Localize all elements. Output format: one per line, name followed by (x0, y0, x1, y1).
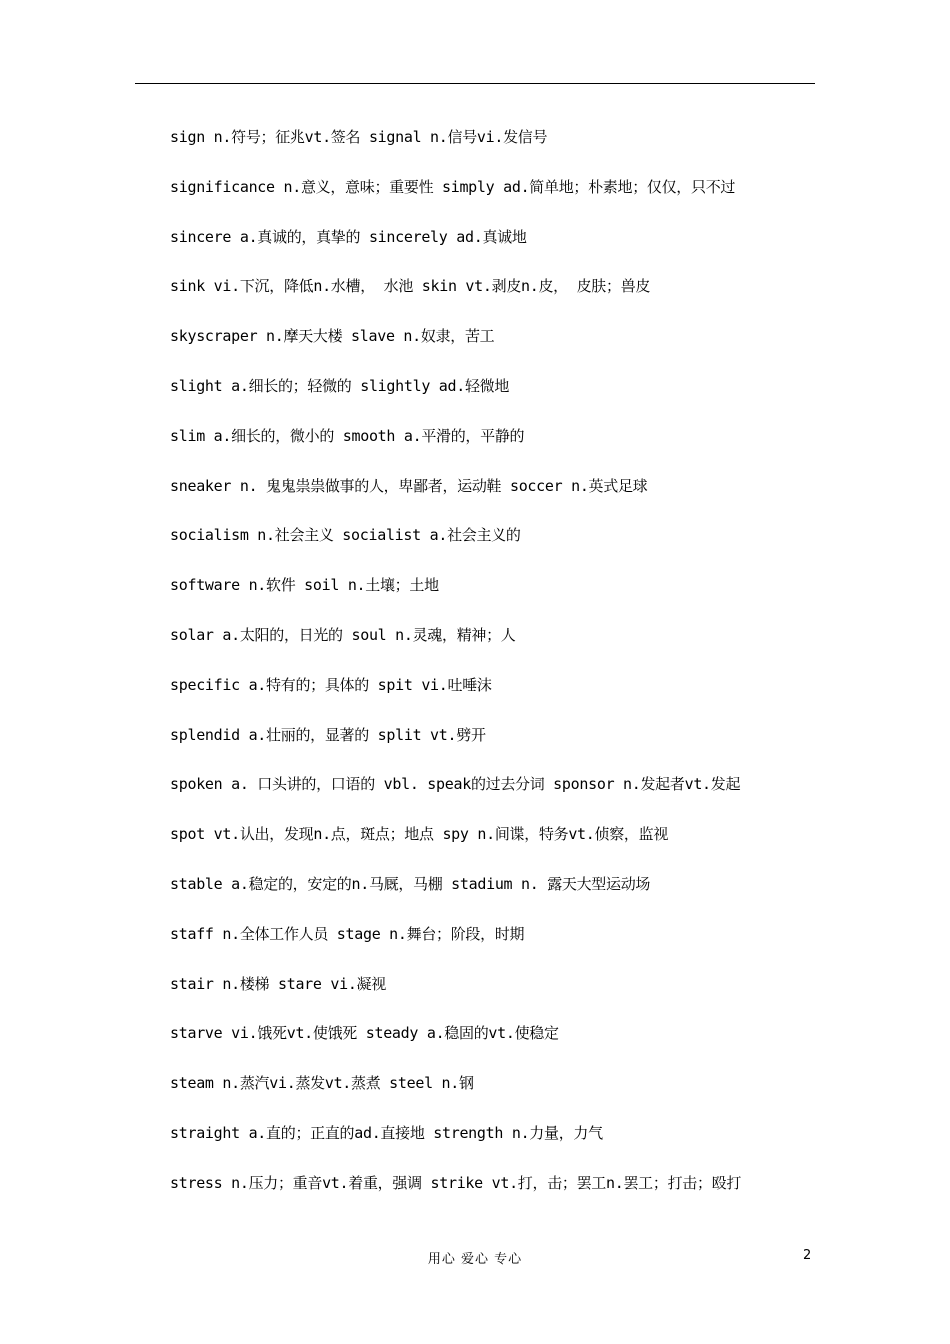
list-item: significance n.意义，意味；重要性 simply ad.简单地；朴素地；仅仅，只不过 (170, 177, 736, 196)
list-item: stable a.稳定的，安定的n.马厩，马棚 stadium n. 露天大型运动场 (170, 874, 651, 893)
list-item: sneaker n. 鬼鬼祟祟做事的人，卑鄙者，运动鞋 soccer n.英式足球 (170, 476, 648, 495)
footer-text: 用心 爱心 专心 (427, 1252, 523, 1267)
list-item: straight a.直的；正直的ad.直接地 strength n.力量，力气 (170, 1123, 603, 1142)
list-item: slight a.细长的；轻微的 slightly ad.轻微地 (170, 376, 510, 395)
list-item: skyscraper n.摩天大楼 slave n.奴隶，苦工 (170, 327, 495, 346)
list-item: spoken a. 口头讲的，口语的 vbl. speak的过去分词 sponsor n.发起者vt.发起 (170, 775, 741, 794)
list-item: specific a.特有的；具体的 spit vi.吐唾沫 (170, 675, 492, 694)
list-item: sink vi.下沉，降低n.水槽， 水池 skin vt.剥皮n.皮， 皮肤；兽皮 (170, 277, 651, 296)
list-item: slim a.细长的，微小的 smooth a.平滑的，平静的 (170, 426, 525, 445)
header-rule (135, 83, 815, 84)
page-number: 2 (803, 1248, 812, 1263)
list-item: socialism n.社会主义 socialist a.社会主义的 (170, 526, 521, 545)
list-item: spot vt.认出，发现n.点，斑点；地点 spy n.间谍，特务vt.侦察，监视 (170, 825, 669, 844)
list-item: starve vi.饿死vt.使饿死 steady a.稳固的vt.使稳定 (170, 1024, 559, 1043)
list-item: splendid a.壮丽的，显著的 split vt.劈开 (170, 725, 486, 744)
list-item: staff n.全体工作人员 stage n.舞台；阶段，时期 (170, 924, 525, 943)
list-item: stress n.压力；重音vt.着重，强调 strike vt.打，击；罢工n.罢工；打击；殴打 (170, 1173, 742, 1192)
list-item: software n.软件 soil n.土壤；土地 (170, 576, 439, 595)
list-item: solar a.太阳的，日光的 soul n.灵魂，精神；人 (170, 625, 516, 644)
list-item: sign n.符号；征兆vt.签名 signal n.信号vi.发信号 (170, 128, 548, 146)
list-item: steam n.蒸汽vi.蒸发vt.蒸煮 steel n.钢 (170, 1074, 474, 1093)
page-footer (0, 1248, 950, 1268)
list-item: stair n.楼梯 stare vi.凝视 (170, 974, 386, 993)
vocabulary-list (170, 122, 830, 1218)
list-item: sincere a.真诚的，真挚的 sincerely ad.真诚地 (170, 227, 527, 246)
